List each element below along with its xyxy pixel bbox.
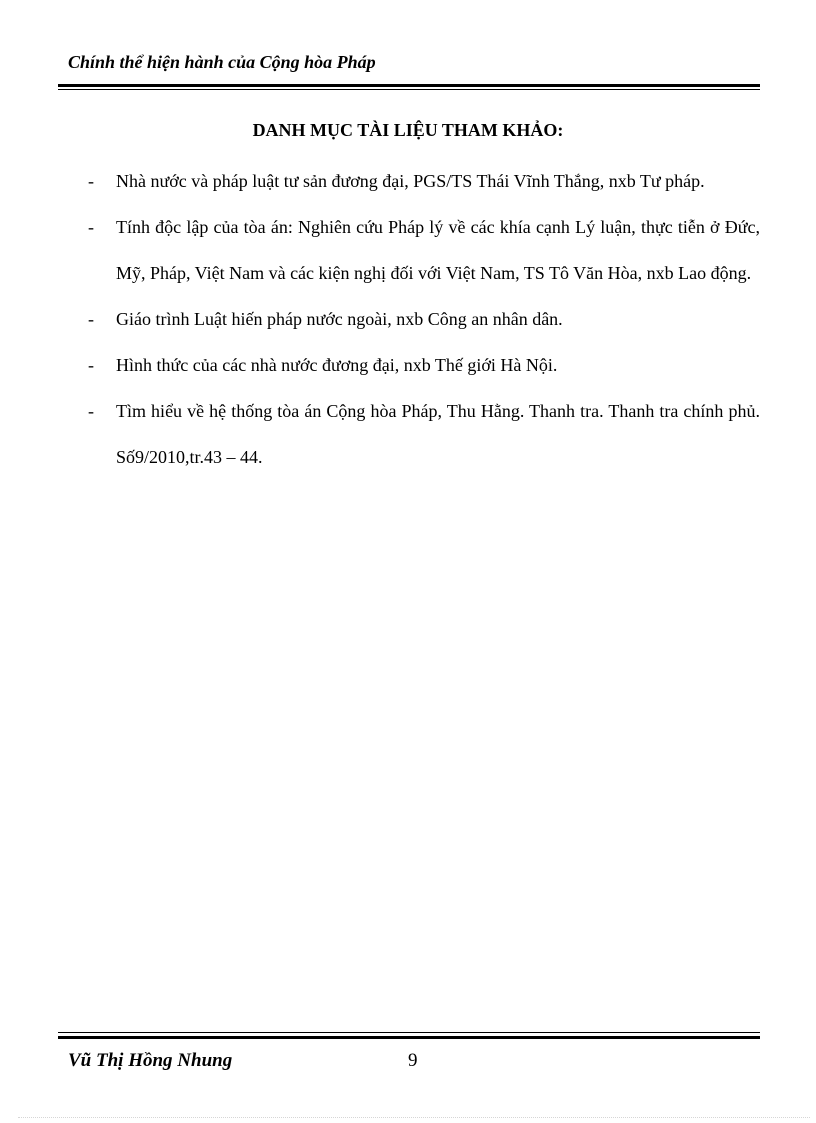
reference-item (88, 388, 760, 480)
footer-rule-thick (58, 1036, 760, 1039)
reference-item (88, 158, 760, 204)
reference-list (88, 158, 760, 480)
bullet-dash: - (88, 217, 94, 237)
bullet-dash: - (88, 171, 94, 191)
footer-author: Vũ Thị Hồng Nhung (68, 1050, 233, 1071)
header-rule-thin (58, 89, 760, 90)
footer-rule-thin (58, 1032, 760, 1033)
bullet-dash: - (88, 401, 94, 421)
reference-text: Tìm hiểu về hệ thống tòa án Cộng hòa Pháp, Thu Hằng. Thanh tra. Thanh tra chính phủ. Số9/2010,tr.43 – 44. (116, 401, 760, 467)
reference-text: Hình thức của các nhà nước đương đại, nxb Thế giới Hà Nội. (116, 355, 558, 375)
reference-text: Nhà nước và pháp luật tư sản đương đại, PGS/TS Thái Vĩnh Thắng, nxb Tư pháp. (116, 171, 705, 191)
bullet-dash: - (88, 355, 94, 375)
reference-item (88, 204, 760, 296)
header-rule-thick (58, 84, 760, 87)
reference-item (88, 296, 760, 342)
running-header: Chính thể hiện hành của Cộng hòa Pháp (68, 52, 376, 72)
bullet-dash: - (88, 309, 94, 329)
reference-text: Tính độc lập của tòa án: Nghiên cứu Pháp lý về các khía cạnh Lý luận, thực tiễn ở Đức, Mỹ, Pháp, Việt Nam và các kiện nghị đối với Việt Nam, TS Tô Văn Hòa, nxb Lao động. (116, 217, 760, 283)
section-title: DANH MỤC TÀI LIỆU THAM KHẢO: (252, 120, 564, 140)
reference-item (88, 342, 760, 388)
page-number: 9 (408, 1050, 418, 1071)
reference-text: Giáo trình Luật hiến pháp nước ngoài, nxb Công an nhân dân. (116, 309, 563, 329)
page-edge-dotted-line (18, 1117, 810, 1118)
